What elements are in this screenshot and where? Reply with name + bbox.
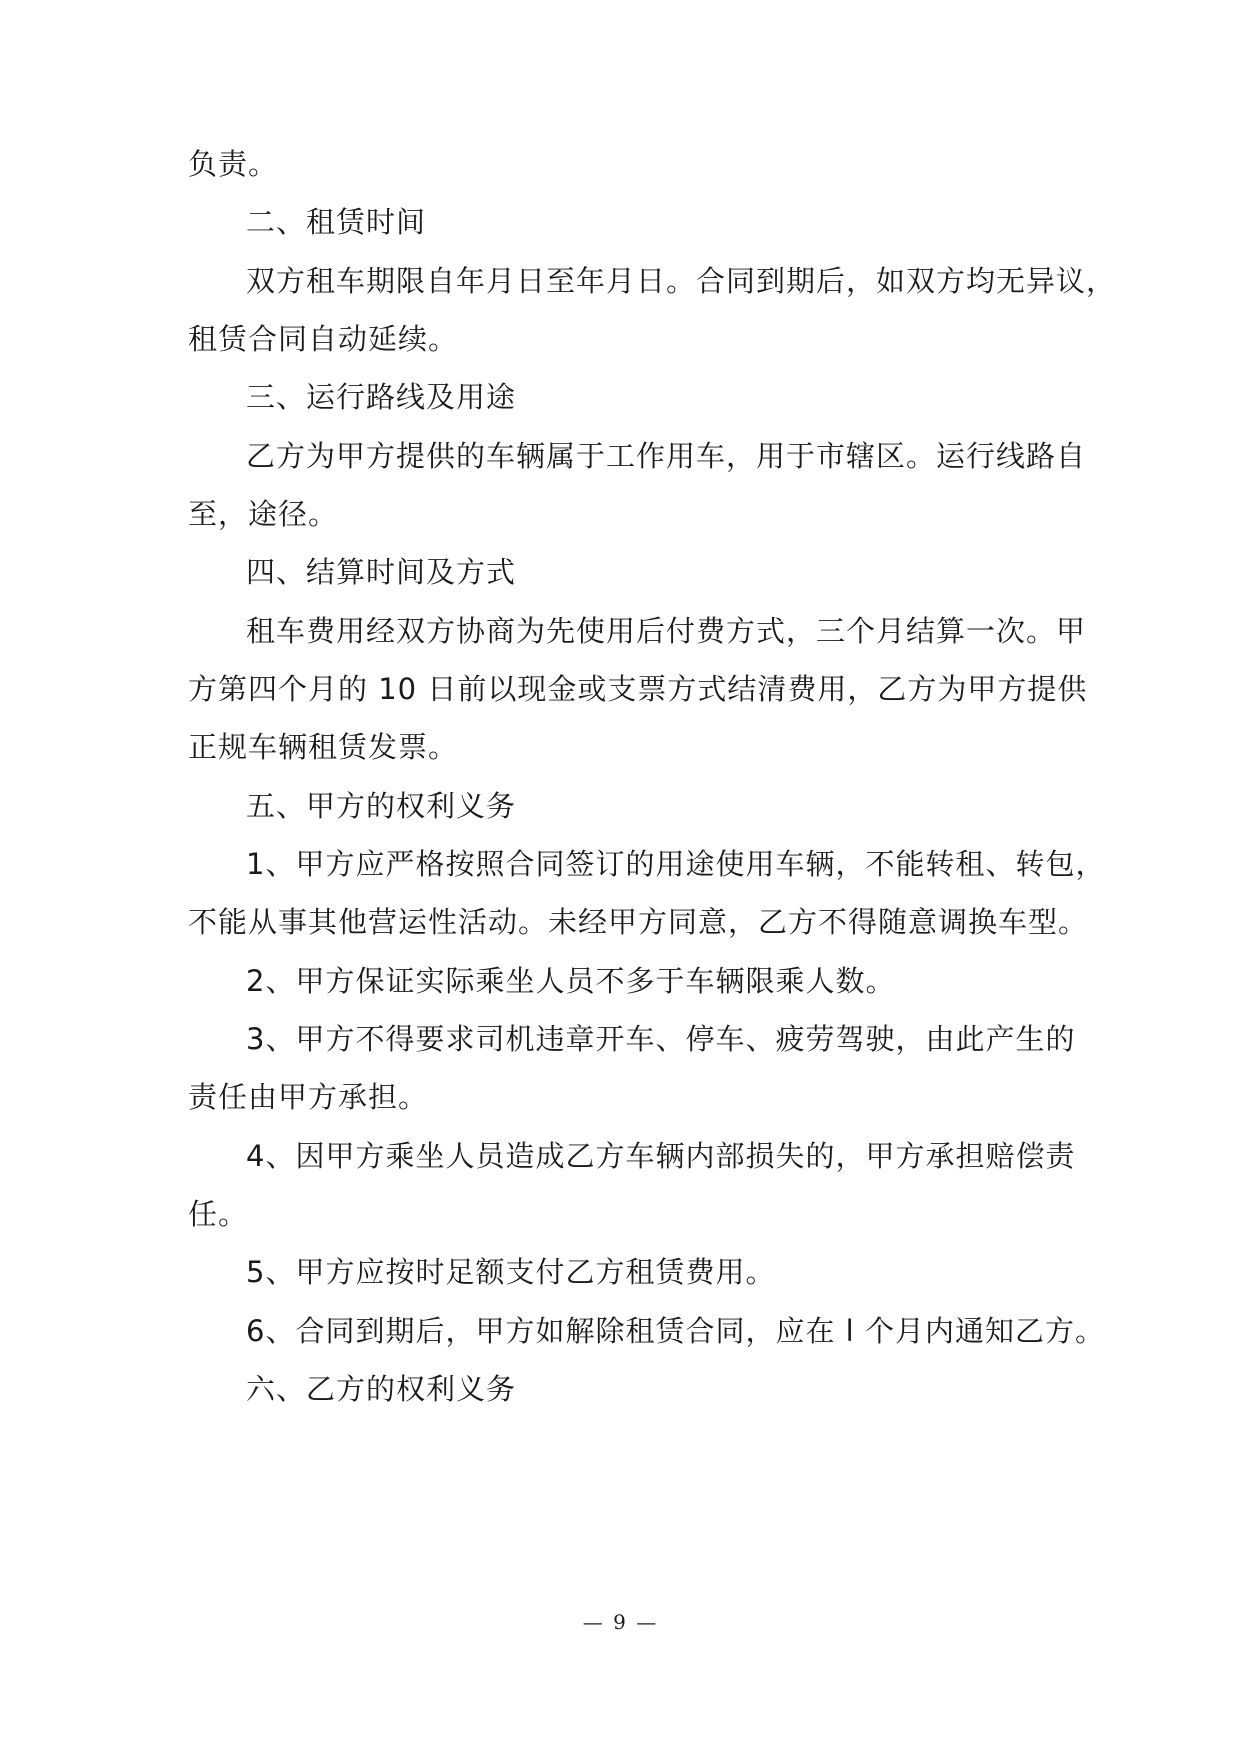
list-item-line: 不能从事其他营运性活动。未经甲方同意，乙方不得随意调换车型。 <box>188 905 1089 939</box>
list-item-line: 任。 <box>188 1197 249 1231</box>
list-item-line: 6、合同到期后，甲方如解除租赁合同，应在 l 个月内通知乙方。 <box>246 1314 1105 1348</box>
paragraph-line: 双方租车期限自年月日至年月日。合同到期后，如双方均无异议， <box>246 264 1117 298</box>
section-heading-route-usage: 三、运行路线及用途 <box>246 380 517 414</box>
page-number: — 9 — <box>582 1610 659 1634</box>
list-item-line: 1、甲方应严格按照合同签订的用途使用车辆，不能转租、转包， <box>246 847 1106 881</box>
paragraph-line: 至，途径。 <box>188 497 339 531</box>
section-heading-party-a-duties: 五、甲方的权利义务 <box>246 789 517 823</box>
paragraph-line: 租赁合同自动延续。 <box>188 322 459 356</box>
list-item-line: 责任由甲方承担。 <box>188 1080 429 1114</box>
section-heading-party-b-duties: 六、乙方的权利义务 <box>246 1372 517 1406</box>
section-heading-lease-term: 二、租赁时间 <box>246 205 427 239</box>
list-item-line: 2、甲方保证实际乘坐人员不多于车辆限乘人数。 <box>246 964 896 998</box>
paragraph-line: 乙方为甲方提供的车辆属于工作用车，用于市辖区。运行线路自 <box>246 439 1087 473</box>
section-heading-settlement: 四、结算时间及方式 <box>246 555 517 589</box>
paragraph-line: 正规车辆租赁发票。 <box>188 730 459 764</box>
list-item-line: 4、因甲方乘坐人员造成乙方车辆内部损失的，甲方承担赔偿责 <box>246 1139 1076 1173</box>
paragraph-line: 负责。 <box>188 147 279 181</box>
paragraph-line: 方第四个月的 10 日前以现金或支票方式结清费用，乙方为甲方提供 <box>188 672 1088 706</box>
paragraph-line: 租车费用经双方协商为先使用后付费方式，三个月结算一次。甲 <box>246 614 1087 648</box>
list-item-line: 3、甲方不得要求司机违章开车、停车、疲劳驾驶，由此产生的 <box>246 1022 1076 1056</box>
list-item-line: 5、甲方应按时足额支付乙方租赁费用。 <box>246 1255 776 1289</box>
